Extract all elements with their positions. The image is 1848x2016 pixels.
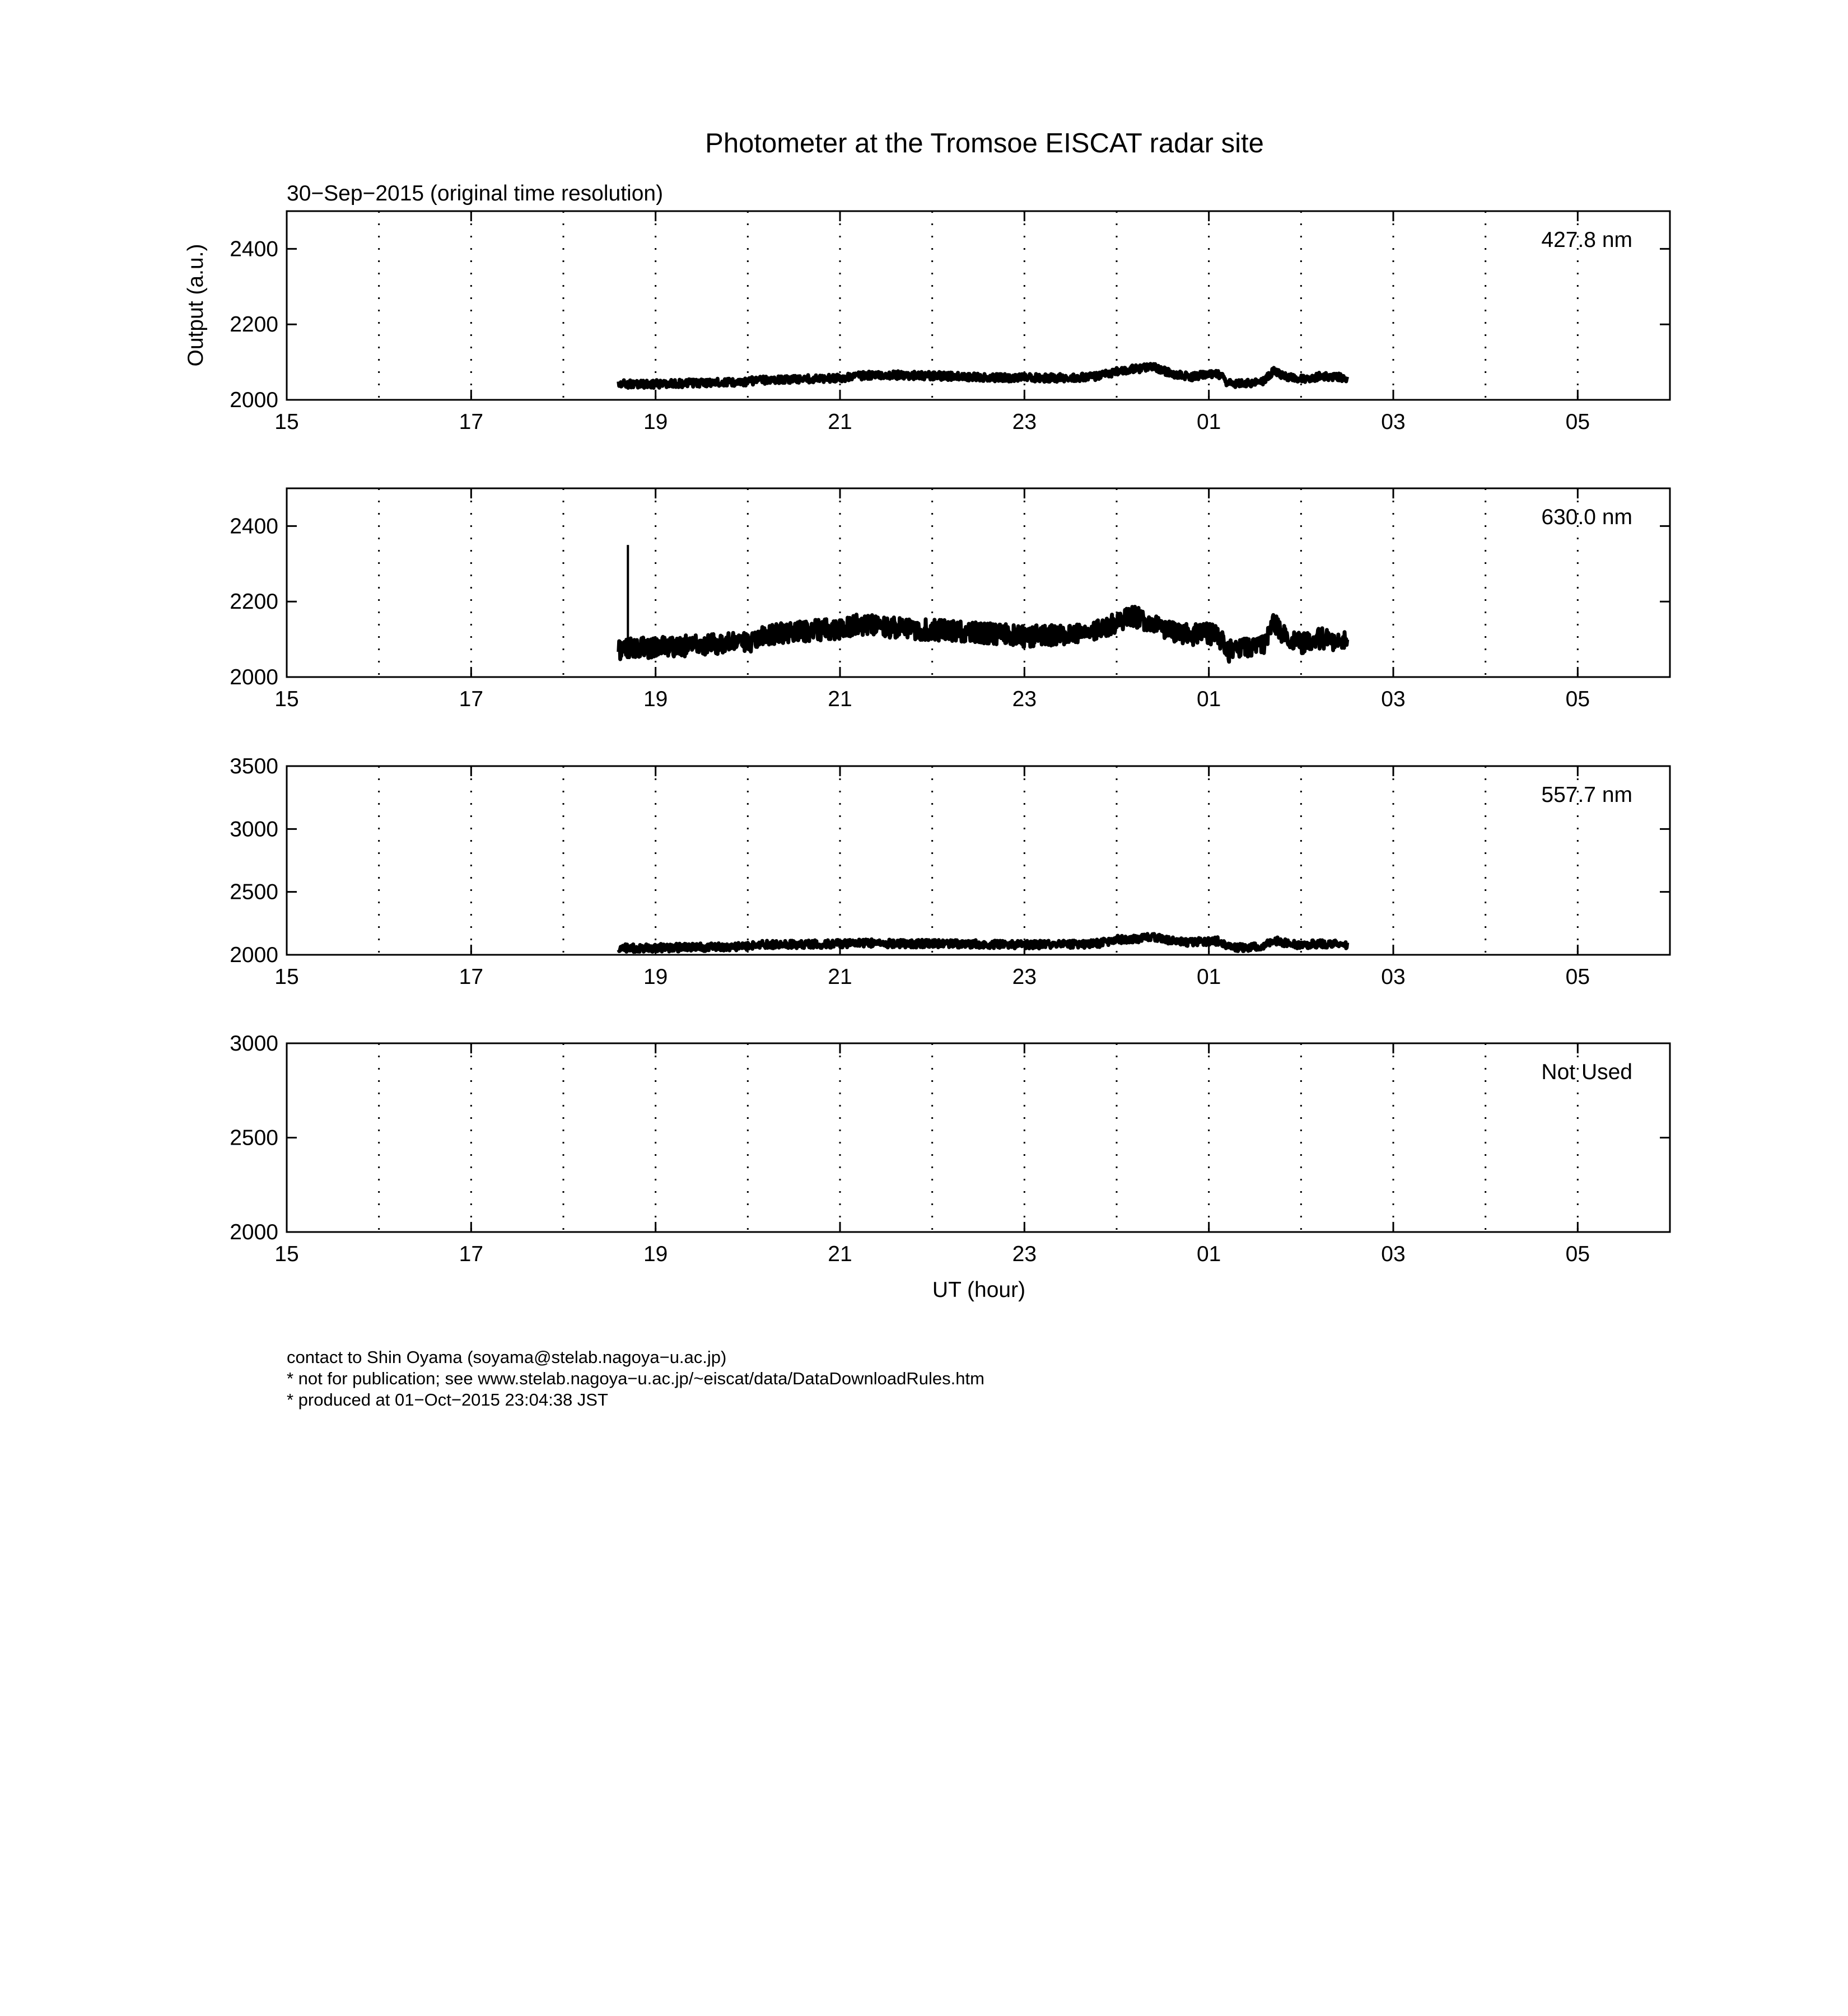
x-tick-label: 21 bbox=[828, 687, 852, 711]
x-tick-label: 23 bbox=[1012, 965, 1037, 989]
x-tick-label: 03 bbox=[1381, 410, 1406, 434]
y-tick-label: 2200 bbox=[230, 312, 278, 337]
x-tick-label: 03 bbox=[1381, 1242, 1406, 1266]
x-tick-label: 21 bbox=[828, 410, 852, 434]
plot-frame bbox=[287, 488, 1670, 677]
footer-produced: * produced at 01−Oct−2015 23:04:38 JST bbox=[287, 1390, 608, 1410]
y-tick-label: 2000 bbox=[230, 1220, 278, 1244]
x-tick-label: 15 bbox=[274, 410, 299, 434]
x-tick-label: 01 bbox=[1196, 410, 1221, 434]
x-tick-label: 05 bbox=[1565, 687, 1590, 711]
x-tick-label: 19 bbox=[643, 687, 668, 711]
panel-label: 630.0 nm bbox=[1541, 505, 1632, 529]
y-tick-label: 2500 bbox=[230, 880, 278, 904]
y-tick-label: 2000 bbox=[230, 665, 278, 689]
y-tick-label: 3500 bbox=[230, 754, 278, 778]
plot-frame bbox=[287, 766, 1670, 955]
plot-frame bbox=[287, 211, 1670, 400]
x-tick-label: 19 bbox=[643, 1242, 668, 1266]
x-tick-label: 17 bbox=[459, 965, 484, 989]
y-tick-label: 2000 bbox=[230, 943, 278, 967]
y-tick-label: 2400 bbox=[230, 514, 278, 539]
footer-rules: * not for publication; see www.stelab.nagoya−u.ac.jp/~eiscat/data/DataDownloadRules.htm bbox=[287, 1369, 984, 1388]
x-tick-label: 03 bbox=[1381, 687, 1406, 711]
y-tick-label: 3000 bbox=[230, 1032, 278, 1056]
x-tick-label: 15 bbox=[274, 1242, 299, 1266]
x-tick-label: 05 bbox=[1565, 965, 1590, 989]
footer-notes bbox=[287, 1347, 984, 1411]
y-tick-label: 3000 bbox=[230, 817, 278, 842]
x-tick-label: 01 bbox=[1196, 1242, 1221, 1266]
panel-1 bbox=[230, 211, 1670, 434]
x-tick-label: 19 bbox=[643, 965, 668, 989]
chart-subtitle: 30−Sep−2015 (original time resolution) bbox=[287, 181, 664, 206]
x-tick-label: 05 bbox=[1565, 410, 1590, 434]
x-tick-label: 05 bbox=[1565, 1242, 1590, 1266]
x-tick-label: 23 bbox=[1012, 1242, 1037, 1266]
series-line bbox=[619, 364, 1347, 388]
x-tick-label: 01 bbox=[1196, 965, 1221, 989]
x-tick-label: 03 bbox=[1381, 965, 1406, 989]
x-tick-label: 15 bbox=[274, 965, 299, 989]
panel-3 bbox=[230, 754, 1670, 989]
panel-label: 427.8 nm bbox=[1541, 228, 1632, 252]
plot-frame bbox=[287, 1043, 1670, 1232]
x-tick-label: 15 bbox=[274, 687, 299, 711]
series-line bbox=[619, 934, 1347, 952]
x-tick-label: 23 bbox=[1012, 687, 1037, 711]
panel-2 bbox=[230, 488, 1670, 711]
y-tick-label: 2400 bbox=[230, 237, 278, 262]
x-tick-label: 19 bbox=[643, 410, 668, 434]
x-tick-label: 17 bbox=[459, 410, 484, 434]
footer-contact: contact to Shin Oyama (soyama@stelab.nagoya−u.ac.jp) bbox=[287, 1347, 727, 1367]
y-tick-label: 2200 bbox=[230, 590, 278, 614]
panel-4 bbox=[230, 1032, 1670, 1266]
panel-label: Not Used bbox=[1541, 1060, 1632, 1084]
x-tick-label: 23 bbox=[1012, 410, 1037, 434]
y-tick-label: 2000 bbox=[230, 388, 278, 412]
x-tick-label: 21 bbox=[828, 1242, 852, 1266]
x-tick-label: 17 bbox=[459, 687, 484, 711]
y-tick-label: 2500 bbox=[230, 1126, 278, 1150]
y-axis-label: Output (a.u.) bbox=[184, 244, 208, 367]
x-tick-label: 21 bbox=[828, 965, 852, 989]
series-line bbox=[619, 607, 1347, 662]
x-axis-label: UT (hour) bbox=[932, 1278, 1026, 1302]
chart-title: Photometer at the Tromsoe EISCAT radar site bbox=[705, 128, 1264, 158]
panel-label: 557.7 nm bbox=[1541, 783, 1632, 807]
x-tick-label: 17 bbox=[459, 1242, 484, 1266]
x-tick-label: 01 bbox=[1196, 687, 1221, 711]
